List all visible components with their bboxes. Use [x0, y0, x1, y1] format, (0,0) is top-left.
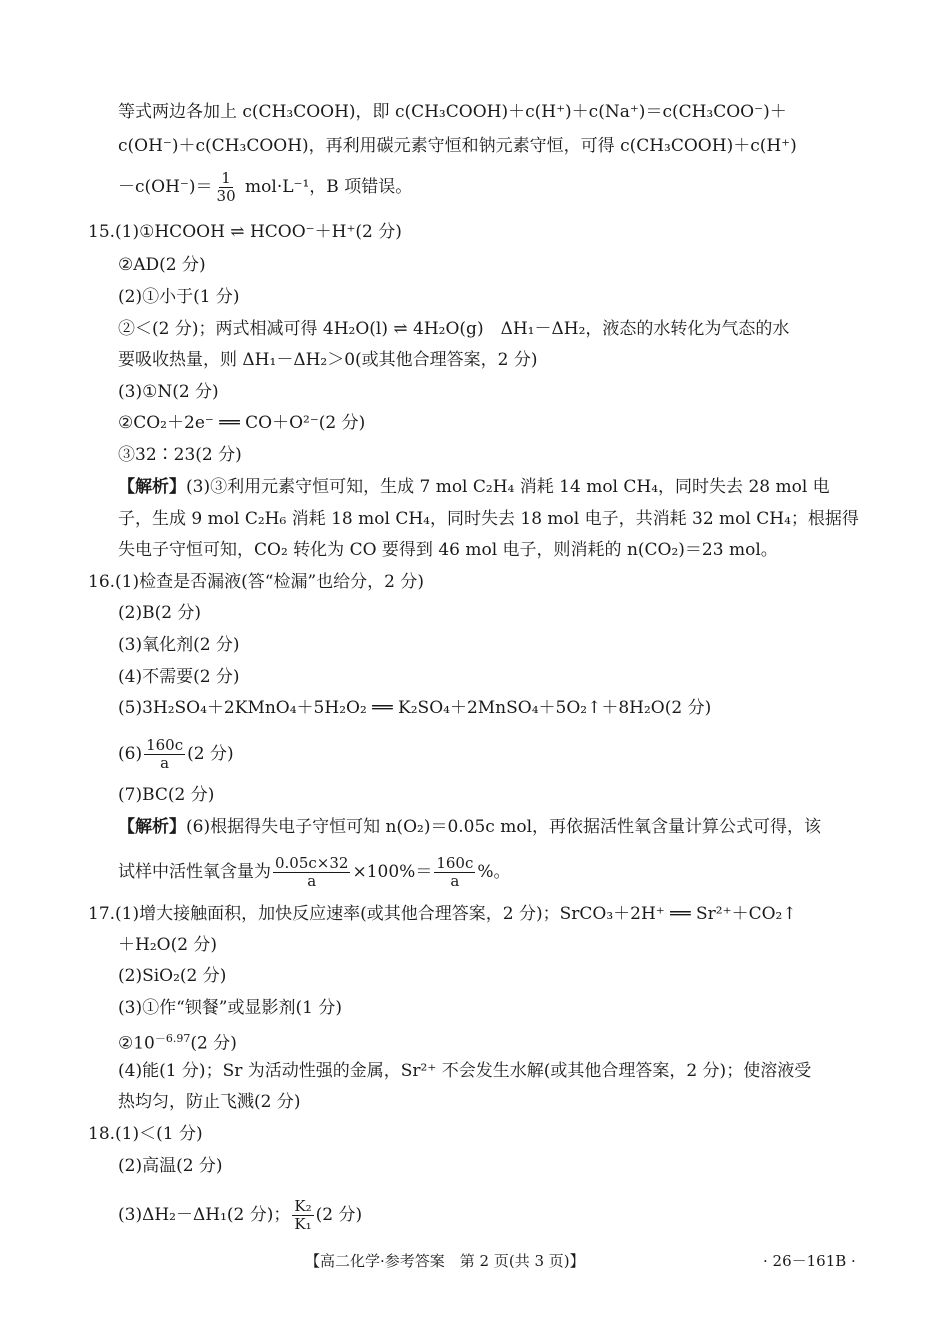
line-prefix: (6): [118, 744, 143, 764]
fraction-line: [118, 170, 412, 205]
text-line: c(OH⁻)＋c(CH₃COOH)，再利用碳元素守恒和钠元素守恒，可得 c(CH₃COOH)＋c(H⁺): [118, 136, 797, 156]
text-line: (5)3H₂SO₄＋2KMnO₄＋5H₂O₂ ══ K₂SO₄＋2MnSO₄＋5O₂↑＋8H₂O(2 分): [118, 698, 712, 718]
text-line: ②AD(2 分): [118, 255, 206, 275]
text-line: 等式两边各加上 c(CH₃COOH)，即 c(CH₃COOH)＋c(H⁺)＋c(Na⁺)＝c(CH₃COO⁻)＋: [118, 102, 787, 122]
footer-title: 【高二化学·参考答案 第 2 页(共 3 页)】: [305, 1252, 585, 1270]
text-line: (2)高温(2 分): [118, 1156, 223, 1176]
text-line: (3)氧化剂(2 分): [118, 635, 240, 655]
fraction-line: [118, 737, 234, 772]
line-prefix: 试样中活性氧含量为: [118, 862, 271, 882]
footer-code: · 26－161B ·: [763, 1252, 856, 1270]
analysis-line: [118, 475, 830, 499]
question-15: 15.(1)①HCOOH ⇌ HCOO⁻＋H⁺(2 分): [88, 222, 402, 242]
analysis-text: (3)③利用元素守恒可知，生成 7 mol C₂H₄ 消耗 14 mol CH₄，同时失去 28 mol 电: [186, 477, 830, 497]
text-line: 子，生成 9 mol C₂H₆ 消耗 18 mol CH₄，同时失去 18 mol 电子，共消耗 32 mol CH₄；根据得: [118, 509, 859, 529]
line-middle: ×100%＝: [352, 862, 433, 882]
text-line: 要吸收热量，则 ΔH₁－ΔH₂＞0(或其他合理答案，2 分): [118, 350, 538, 370]
text-line: ③32∶23(2 分): [118, 445, 242, 465]
line-suffix: (2 分): [315, 1205, 363, 1225]
text-line: (4)不需要(2 分): [118, 667, 240, 687]
line-prefix: －c(OH⁻)＝: [118, 177, 213, 197]
fraction-line: [118, 1198, 362, 1233]
analysis-tag: 【解析】: [118, 817, 186, 837]
analysis-tag: 【解析】: [118, 477, 186, 497]
fraction: [215, 170, 238, 205]
text-line: ＋H₂O(2 分): [118, 935, 218, 955]
numerator: K₂: [294, 1197, 312, 1215]
fraction-line: [118, 855, 511, 890]
text-line: 失电子守恒可知，CO₂ 转化为 CO 要得到 46 mol 电子，则消耗的 n(CO₂)＝23 mol。: [118, 540, 778, 560]
text-line: (2)①小于(1 分): [118, 287, 240, 307]
fraction: [144, 737, 185, 772]
numerator: 1: [221, 169, 231, 187]
question-17: 17.(1)增大接触面积，加快反应速率(或其他合理答案，2 分)；SrCO₃＋2H⁺ ══ Sr²⁺＋CO₂↑: [88, 904, 797, 924]
text-line: (2)SiO₂(2 分): [118, 966, 227, 986]
denominator: a: [450, 872, 460, 890]
text-line: (7)BC(2 分): [118, 785, 215, 805]
analysis-line: [118, 815, 821, 839]
line-suffix: %。: [477, 862, 511, 882]
denominator: a: [307, 872, 317, 890]
text-line: (3)①N(2 分): [118, 382, 219, 402]
numerator: 160c: [436, 854, 474, 872]
denominator: K₁: [294, 1215, 312, 1233]
exponent: －6.97: [154, 1032, 191, 1045]
question-18: 18.(1)＜(1 分): [88, 1124, 203, 1144]
fraction: [434, 855, 475, 890]
fraction: [273, 855, 350, 890]
numerator: 160c: [146, 736, 184, 754]
fraction: [292, 1198, 313, 1233]
text-line: (2)B(2 分): [118, 603, 202, 623]
denominator: 30: [216, 187, 236, 205]
text-line: ②＜(2 分)；两式相减可得 4H₂O(l) ⇌ 4H₂O(g) ΔH₁－ΔH₂，液态的水转化为气态的水: [118, 319, 790, 339]
line-prefix: (3)ΔH₂－ΔH₁(2 分)；: [118, 1205, 291, 1225]
text-line: ②CO₂＋2e⁻ ══ CO＋O²⁻(2 分): [118, 413, 366, 433]
denominator: a: [160, 754, 170, 772]
numerator: 0.05c×32: [275, 854, 349, 872]
exponent-line: [118, 1027, 237, 1056]
text-line: 热均匀，防止飞溅(2 分): [118, 1092, 301, 1112]
analysis-text: (6)根据得失电子守恒可知 n(O₂)＝0.05c mol，再依据活性氧含量计算公式可得，该: [186, 817, 822, 837]
question-16: 16.(1)检查是否漏液(答“检漏”也给分，2 分): [88, 572, 424, 592]
line-suffix: (2 分): [190, 1033, 237, 1054]
line-prefix: ②10: [118, 1033, 155, 1054]
line-suffix: (2 分): [187, 744, 234, 764]
line-suffix: mol·L⁻¹，B 项错误。: [239, 177, 413, 197]
text-line: (4)能(1 分)；Sr 为活动性强的金属，Sr²⁺ 不会发生水解(或其他合理答案，2 分)；使溶液受: [118, 1061, 812, 1081]
text-line: (3)①作“钡餐”或显影剂(1 分): [118, 998, 342, 1018]
